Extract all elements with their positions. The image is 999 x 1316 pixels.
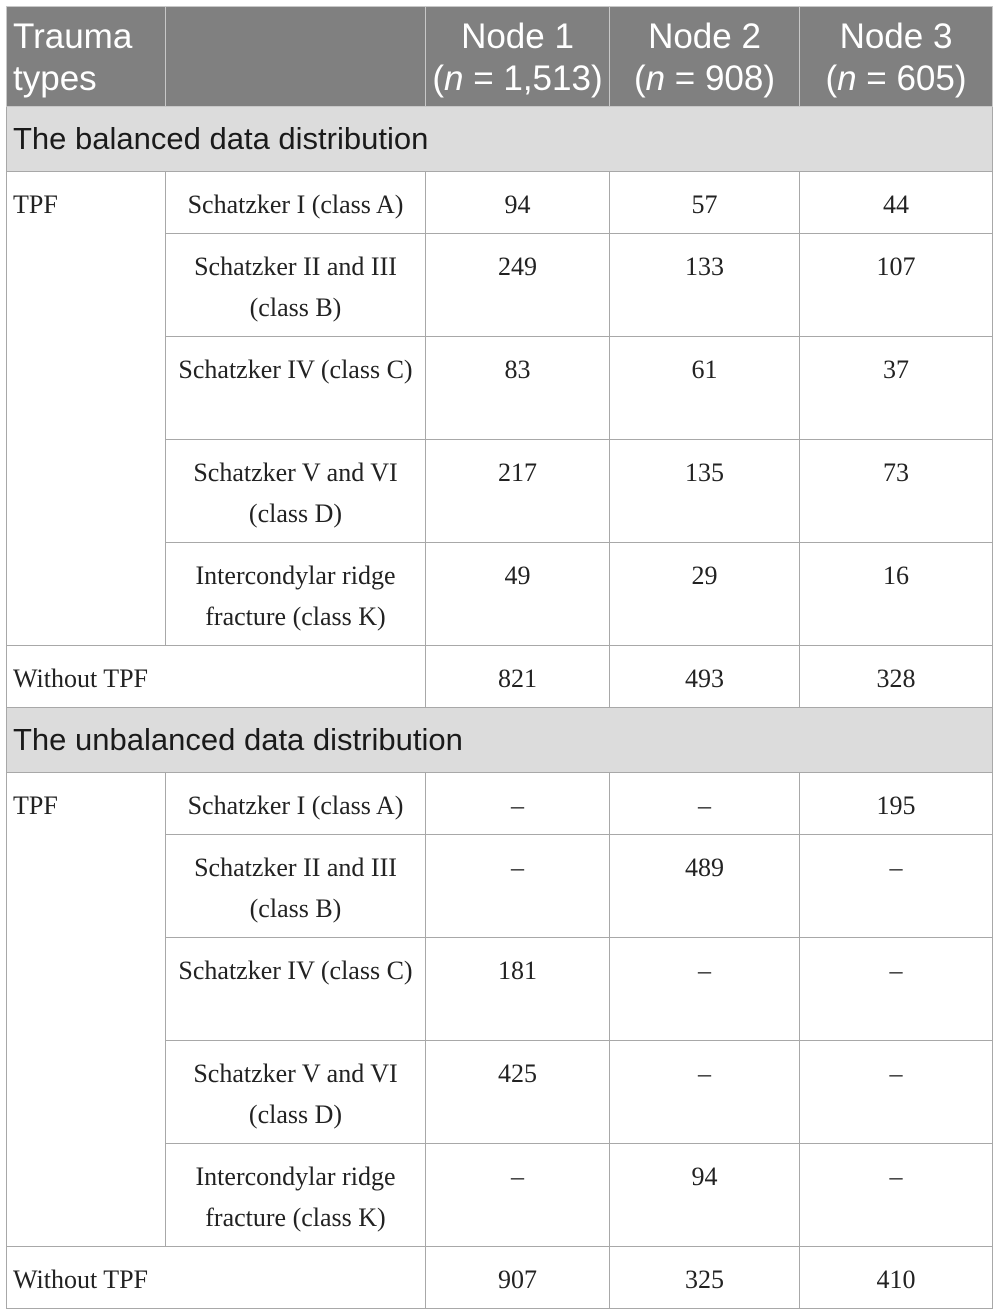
- cell-node-2: –: [610, 938, 800, 1041]
- header-node-2-n: n: [645, 59, 666, 98]
- row-label: Schatzker IV (class C): [166, 337, 426, 440]
- cell-node-3: –: [800, 1041, 993, 1144]
- row-label: Schatzker II and III (class B): [166, 835, 426, 938]
- header-node-3-label: Node 3: [839, 17, 953, 56]
- cell-node-2: 325: [610, 1247, 800, 1309]
- cell-node-2: 135: [610, 440, 800, 543]
- header-node-3: [800, 7, 993, 107]
- cell-node-2: 29: [610, 543, 800, 646]
- cell-node-2: –: [610, 773, 800, 835]
- row-label: Schatzker I (class A): [166, 172, 426, 234]
- section-title-unbalanced: The unbalanced data distribution: [7, 708, 993, 773]
- cell-node-1: –: [426, 1144, 610, 1247]
- header-node-1: [426, 7, 610, 107]
- row-label: Schatzker I (class A): [166, 773, 426, 835]
- table-row: [7, 773, 993, 835]
- cell-node-2: 489: [610, 835, 800, 938]
- cell-node-3: 44: [800, 172, 993, 234]
- header-node-3-n: n: [837, 59, 857, 98]
- header-node-1-label: Node 1: [461, 17, 574, 56]
- cell-node-3: –: [800, 938, 993, 1041]
- row-label: Intercondylar ridge fracture (class K): [166, 543, 426, 646]
- header-subtype: [166, 7, 426, 107]
- table-row: [7, 1247, 993, 1309]
- cell-node-1: 821: [426, 646, 610, 708]
- cell-node-3: –: [800, 835, 993, 938]
- row-label: Schatzker II and III (class B): [166, 234, 426, 337]
- cell-node-1: 907: [426, 1247, 610, 1309]
- header-node-3-count: = 605): [856, 59, 967, 98]
- table-row: [7, 172, 993, 234]
- cell-node-3: 107: [800, 234, 993, 337]
- row-label: Schatzker IV (class C): [166, 938, 426, 1041]
- cell-node-1: –: [426, 835, 610, 938]
- row-label: Intercondylar ridge fracture (class K): [166, 1144, 426, 1247]
- header-node-1-count: = 1,513): [463, 59, 603, 98]
- cell-node-2: 61: [610, 337, 800, 440]
- row-label-without-tpf: Without TPF: [7, 646, 426, 708]
- row-label-without-tpf: Without TPF: [7, 1247, 426, 1309]
- row-label: Schatzker V and VI (class D): [166, 1041, 426, 1144]
- group-label-tpf: TPF: [7, 773, 166, 1247]
- cell-node-2: 133: [610, 234, 800, 337]
- header-node-2-count: = 908): [665, 59, 776, 98]
- header-node-2-open: (: [633, 59, 646, 98]
- header-node-1-open: (: [432, 59, 445, 98]
- cell-node-1: –: [426, 773, 610, 835]
- group-label-tpf: TPF: [7, 172, 166, 646]
- cell-node-1: 83: [426, 337, 610, 440]
- cell-node-1: 49: [426, 543, 610, 646]
- cell-node-3: 16: [800, 543, 993, 646]
- cell-node-2: 57: [610, 172, 800, 234]
- row-label: Schatzker V and VI (class D): [166, 440, 426, 543]
- section-title-balanced: The balanced data distribution: [7, 107, 993, 172]
- header-node-3-open: (: [825, 59, 838, 98]
- cell-node-3: 73: [800, 440, 993, 543]
- cell-node-2: 94: [610, 1144, 800, 1247]
- cell-node-1: 181: [426, 938, 610, 1041]
- cell-node-1: 425: [426, 1041, 610, 1144]
- cell-node-1: 94: [426, 172, 610, 234]
- header-node-2: [610, 7, 800, 107]
- cell-node-3: 37: [800, 337, 993, 440]
- cell-node-3: 410: [800, 1247, 993, 1309]
- table-header: [7, 7, 993, 107]
- cell-node-1: 217: [426, 440, 610, 543]
- cell-node-3: 195: [800, 773, 993, 835]
- cell-node-3: 328: [800, 646, 993, 708]
- cell-node-1: 249: [426, 234, 610, 337]
- header-node-2-label: Node 2: [648, 17, 761, 56]
- table-row: [7, 646, 993, 708]
- header-node-1-n: n: [444, 59, 464, 98]
- cell-node-3: –: [800, 1144, 993, 1247]
- cell-node-2: –: [610, 1041, 800, 1144]
- cell-node-2: 493: [610, 646, 800, 708]
- header-trauma-types: Trauma types: [7, 7, 166, 107]
- data-table: [6, 6, 993, 1309]
